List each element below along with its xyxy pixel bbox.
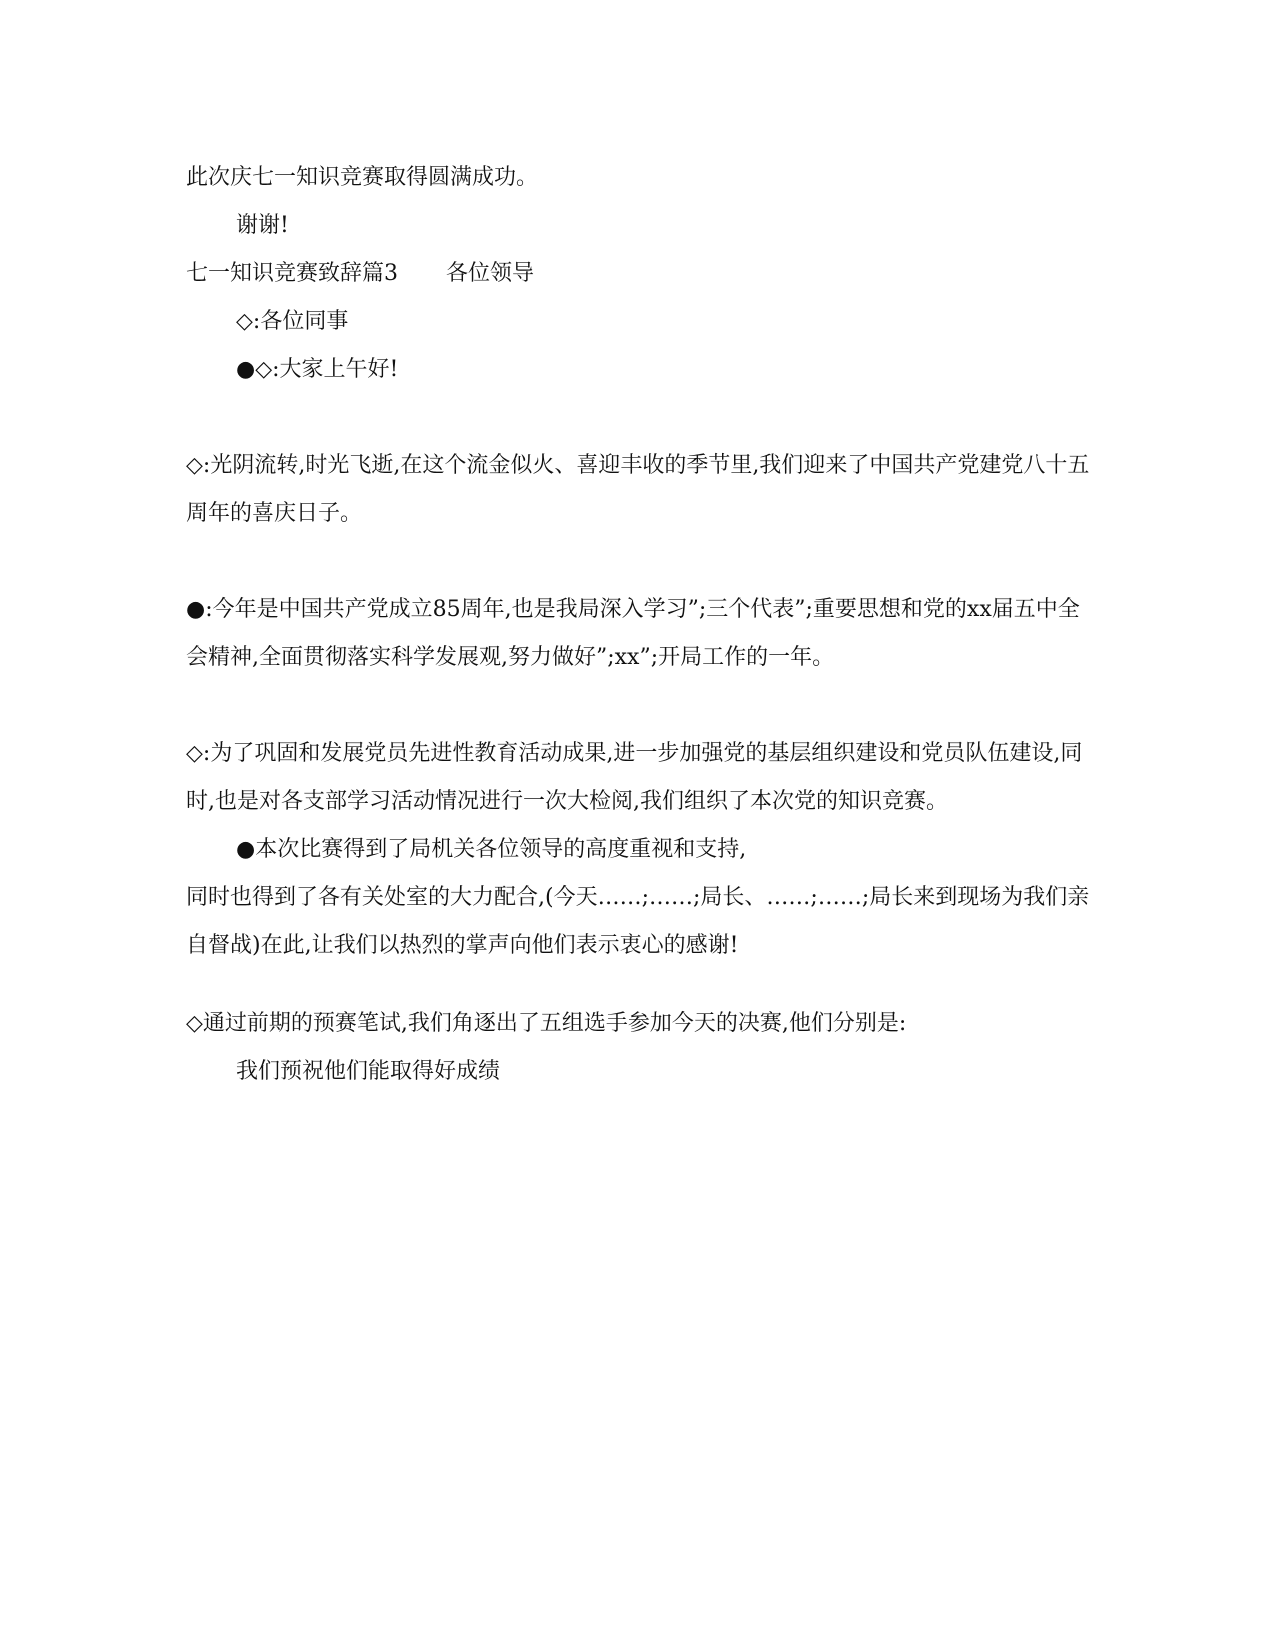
section-title-line bbox=[186, 250, 1091, 298]
paragraph-cooperation: 同时也得到了各有关处室的大力配合,(今天……;……;局长、……;……;局长来到现场为我们亲自督战)在此,让我们以热烈的掌声向他们表示衷心的感谢! bbox=[186, 885, 1090, 958]
paragraph-thanks: 谢谢! bbox=[236, 213, 289, 238]
paragraph-closing-success: 此次庆七一知识竞赛取得圆满成功。 bbox=[186, 165, 539, 190]
paragraph-this-year: ●:今年是中国共产党成立85周年,也是我局深入学习”;三个代表”;重要思想和党的xx届五中全会精神,全面贯彻落实科学发展观,努力做好”;xx”;开局工作的一年。 bbox=[186, 597, 1080, 670]
document-body bbox=[186, 154, 1091, 1096]
paragraph-anniversary: ◇:光阴流转,时光飞逝,在这个流金似火、喜迎丰收的季节里,我们迎来了中国共产党建党八十五周年的喜庆日子。 bbox=[186, 453, 1090, 526]
section-title: 七一知识竞赛致辞篇3 bbox=[186, 261, 398, 286]
paragraph-wishes: 我们预祝他们能取得好成绩 bbox=[236, 1059, 501, 1084]
paragraph-purpose: ◇:为了巩固和发展党员先进性教育活动成果,进一步加强党的基层组织建设和党员队伍建设,同时,也是对各支部学习活动情况进行一次大检阅,我们组织了本次党的知识竞赛。 bbox=[186, 741, 1083, 814]
greeting-colleagues: ◇:各位同事 bbox=[236, 309, 349, 334]
greeting-good-morning: ●◇:大家上午好! bbox=[236, 357, 399, 382]
paragraph-finalists: ◇通过前期的预赛笔试,我们角逐出了五组选手参加今天的决赛,他们分别是: bbox=[186, 1011, 907, 1036]
paragraph-support: ●本次比赛得到了局机关各位领导的高度重视和支持, bbox=[236, 837, 747, 862]
greeting-leaders: 各位领导 bbox=[446, 261, 535, 286]
